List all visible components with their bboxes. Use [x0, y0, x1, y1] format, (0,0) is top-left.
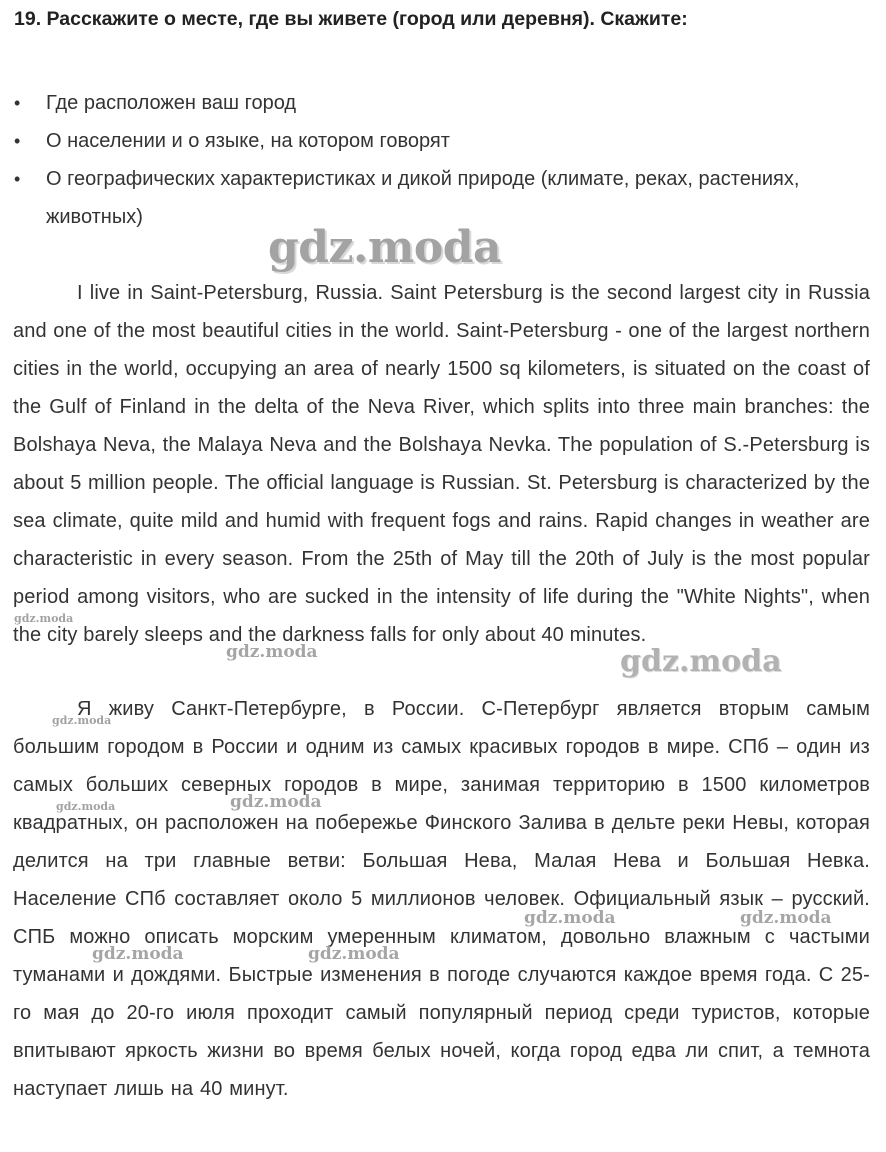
watermark-logo: gdz.moda [52, 714, 112, 727]
watermark-logo: gdz.moda [230, 792, 322, 812]
answer-english-paragraph: I live in Saint-Petersburg, Russia. Saint Petersburg is the second largest city in Russia and one of the most beautiful cities in the world. Saint-Petersburg - one of the largest northern cities in the world, occupying an area of nearly 1500 sq kilometers, is situated on the coast of the Gulf of Finland in the delta of the Neva River, which splits into three main branches: the Bolshaya Neva, the Malaya Neva and the Bolshaya Nevka. The population of S.-Petersburg is about 5 million people. The official language is Russian. St. Petersburg is characterized by the sea climate, quite mild and humid with frequent fogs and rains. Rapid changes in weather are characteristic in every season. From the 25th of May till the 20th of July is the most popular period among visitors, who are sucked in the intensity of life during the "White Nights", when the city barely sleeps and the darkness falls for only about 40 minutes. [13, 282, 870, 646]
watermark-logo: gdz.moda [268, 222, 502, 273]
watermark-logo: gdz.moda [740, 908, 832, 928]
watermark-logo: gdz.moda [14, 612, 74, 625]
list-item [14, 122, 874, 160]
watermark-logo: gdz.moda [308, 944, 400, 964]
bullet-text: О населении и о языке, на котором говорят [46, 130, 450, 152]
list-item [14, 160, 874, 236]
watermark-logo: gdz.moda [226, 642, 318, 662]
watermark-logo: gdz.moda [92, 944, 184, 964]
bullet-icon: • [14, 131, 21, 151]
bullet-text: О географических характеристиках и дикой природе (климате, реках, растениях, животных) [46, 168, 800, 228]
list-item [14, 84, 874, 122]
task-bullet-list [14, 84, 874, 236]
watermark-logo: gdz.moda [524, 908, 616, 928]
bullet-icon: • [14, 169, 21, 189]
watermark-logo: gdz.moda [620, 644, 782, 679]
task-heading: 19. Расскажите о месте, где вы живете (город или деревня). Скажите: [14, 8, 688, 30]
bullet-icon: • [14, 93, 21, 113]
bullet-text: Где расположен ваш город [46, 92, 297, 114]
answer-russian-paragraph: Я живу Санкт-Петербурге, в России. С-Петербург является вторым самым большим городом в России и одним из самых красивых городов в мире. СПб – один из самых больших северных городов в мире, занимая территорию в 1500 километров квадратных, он расположен на побережье Финского Залива в дельте реки Невы, которая делится на три главные ветви: Большая Нева, Малая Нева и Большая Невка. Население СПб составляет около 5 миллионов человек. Официальный язык – русский. СПБ можно описать морским умеренным климатом, довольно влажным с частыми туманами и дождями. Быстрые изменения в погоде случаются каждое время года. С 25-го мая до 20-го июля проходит самый популярный период среди туристов, которые впитывают яркость жизни во время белых ночей, когда город едва ли спит, а темнота наступает лишь на 40 минут. [13, 698, 870, 1100]
watermark-logo: gdz.moda [56, 800, 116, 813]
